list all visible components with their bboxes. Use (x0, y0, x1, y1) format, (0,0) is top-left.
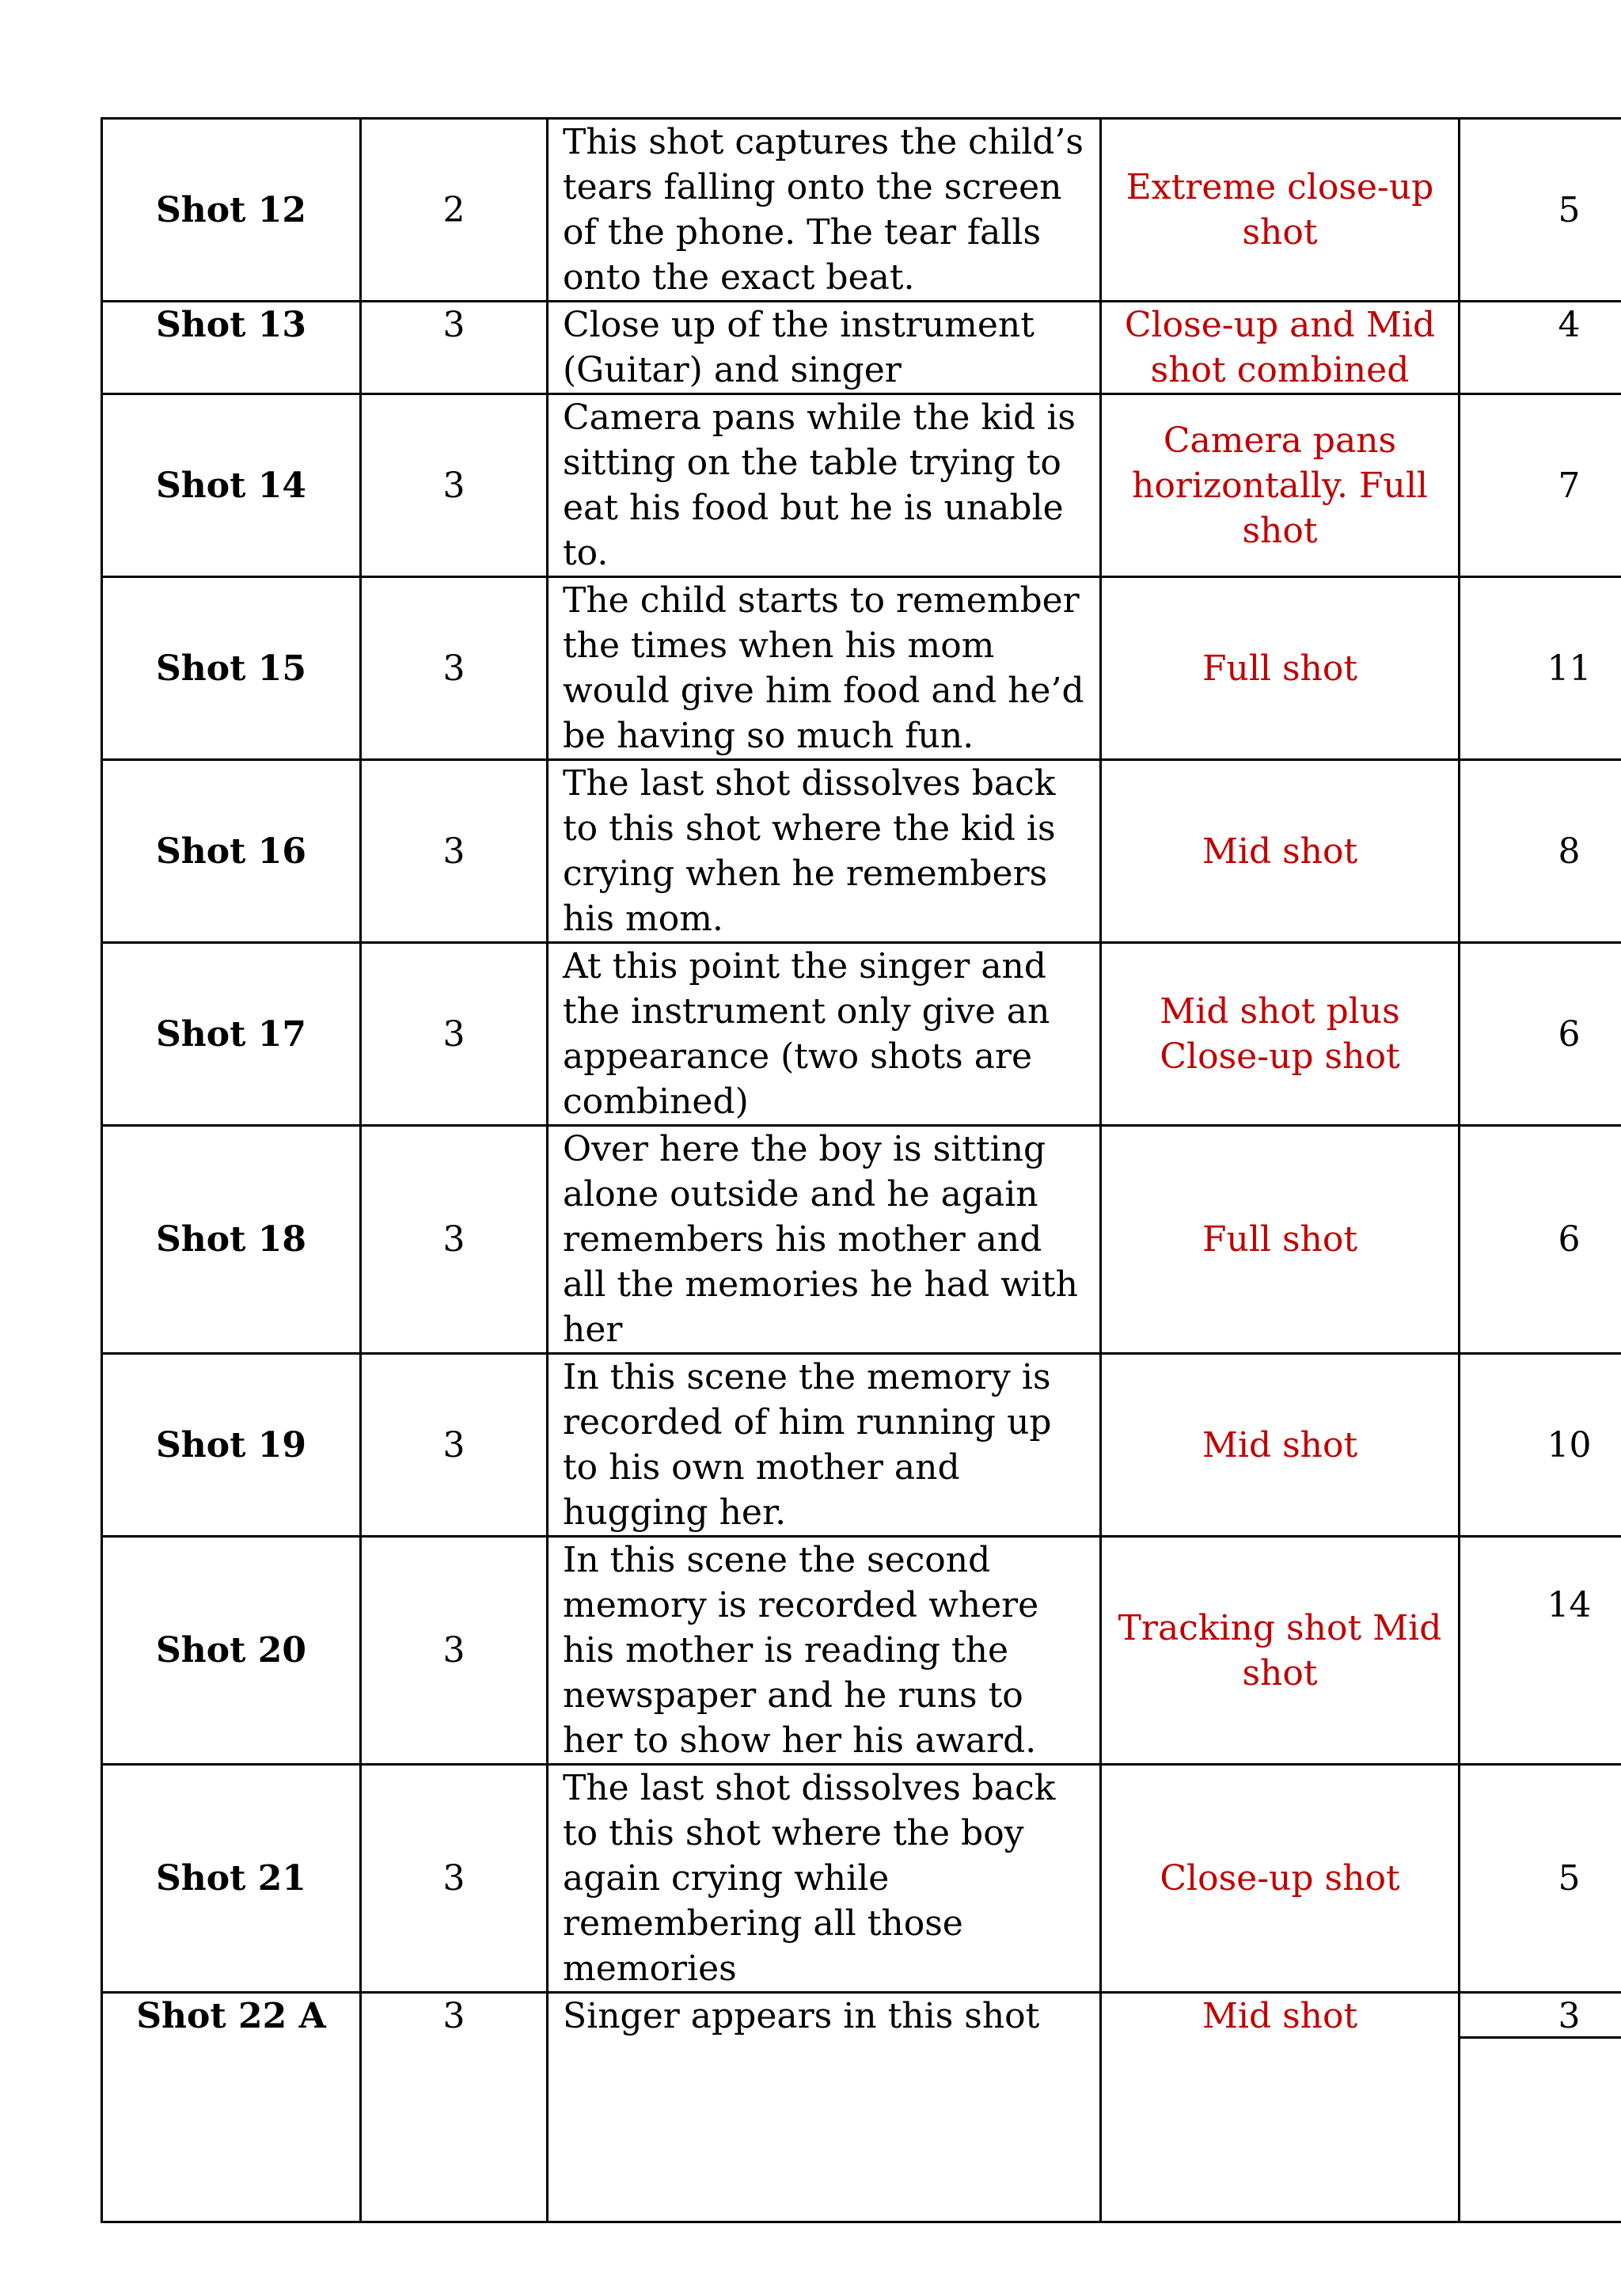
duration-cell: 5 (1460, 1765, 1621, 1993)
shot-type-cell: Extreme close-up shot (1101, 119, 1460, 302)
duration-cell: 6 (1460, 943, 1621, 1126)
description-cell: The last shot dissolves back to this shot where the boy again crying while remembering all those memories (548, 1765, 1101, 1993)
shot-list-page (101, 117, 1592, 2223)
duration-cell: 11 (1460, 577, 1621, 760)
scene-number-cell: 3 (361, 1354, 548, 1537)
table-row (102, 302, 1621, 394)
shot-type-cell: Full shot (1101, 577, 1460, 760)
scene-number-cell: 3 (361, 1126, 548, 1354)
shot-number-cell: Shot 14 (102, 394, 361, 577)
description-cell: At this point the singer and the instrument only give an appearance (two shots are combined) (548, 943, 1101, 1126)
duration-cell: 14 (1460, 1537, 1621, 1765)
table-row (102, 943, 1621, 1126)
scene-number-cell: 3 (361, 577, 548, 760)
table-row (102, 577, 1621, 760)
description-cell: In this scene the second memory is recorded where his mother is reading the newspaper and he runs to her to show her his award. (548, 1537, 1101, 1765)
scene-number-cell: 3 (361, 1537, 548, 1765)
scene-number-cell: 3 (361, 943, 548, 1126)
duration-cell: 6 (1460, 1126, 1621, 1354)
shot-type-cell: Mid shot plus Close-up shot (1101, 943, 1460, 1126)
scene-number-cell: 2 (361, 119, 548, 302)
shot-number-cell: Shot 12 (102, 119, 361, 302)
description-cell: The child starts to remember the times when his mom would give him food and he’d be having so much fun. (548, 577, 1101, 760)
description-cell: Over here the boy is sitting alone outside and he again remembers his mother and all the memories he had with her (548, 1126, 1101, 1354)
scene-number-cell: 3 (361, 760, 548, 943)
table-row (102, 119, 1621, 302)
shot-number-cell: Shot 15 (102, 577, 361, 760)
table-row (102, 1354, 1621, 1537)
table-row (102, 1993, 1621, 2222)
duration-cell: 8 (1460, 760, 1621, 943)
shot-number-cell: Shot 21 (102, 1765, 361, 1993)
description-cell: Close up of the instrument (Guitar) and singer (548, 302, 1101, 394)
duration-cell: 10 (1460, 1354, 1621, 1537)
shot-type-cell: Camera pans horizontally. Full shot (1101, 394, 1460, 577)
description-cell: The last shot dissolves back to this shot where the kid is crying when he remembers his mom. (548, 760, 1101, 943)
empty-subcell (1460, 2039, 1621, 2221)
table-row (102, 394, 1621, 577)
scene-number-cell: 3 (361, 1993, 548, 2222)
table-row (102, 1537, 1621, 1765)
shot-type-cell: Close-up shot (1101, 1765, 1460, 1993)
shot-number-cell: Shot 17 (102, 943, 361, 1126)
shot-number-cell: Shot 16 (102, 760, 361, 943)
shot-type-cell: Close-up and Mid shot combined (1101, 302, 1460, 394)
shot-type-cell: Full shot (1101, 1126, 1460, 1354)
duration-cell: 4 (1460, 302, 1621, 394)
shot-number-cell: Shot 13 (102, 302, 361, 394)
description-cell: Camera pans while the kid is sitting on the table trying to eat his food but he is unable to. (548, 394, 1101, 577)
scene-number-cell: 3 (361, 394, 548, 577)
description-cell: This shot captures the child’s tears falling onto the screen of the phone. The tear falls onto the exact beat. (548, 119, 1101, 302)
shot-type-cell: Tracking shot Mid shot (1101, 1537, 1460, 1765)
duration-cell (1460, 1993, 1621, 2222)
scene-number-cell: 3 (361, 1765, 548, 1993)
duration-cell: 5 (1460, 119, 1621, 302)
shot-number-cell: Shot 20 (102, 1537, 361, 1765)
shot-number-cell: Shot 19 (102, 1354, 361, 1537)
scene-number-cell: 3 (361, 302, 548, 394)
shot-number-cell: Shot 22 A (102, 1993, 361, 2222)
duration-cell: 7 (1460, 394, 1621, 577)
shot-type-cell: Mid shot (1101, 760, 1460, 943)
shot-type-cell: Mid shot (1101, 1993, 1460, 2222)
description-cell: Singer appears in this shot (548, 1993, 1101, 2222)
table-row (102, 1126, 1621, 1354)
table-row (102, 1765, 1621, 1993)
table-row (102, 760, 1621, 943)
shot-type-cell: Mid shot (1101, 1354, 1460, 1537)
duration-value: 3 (1460, 1994, 1621, 2039)
shot-list-table (101, 117, 1621, 2223)
description-cell: In this scene the memory is recorded of him running up to his own mother and hugging her. (548, 1354, 1101, 1537)
shot-number-cell: Shot 18 (102, 1126, 361, 1354)
